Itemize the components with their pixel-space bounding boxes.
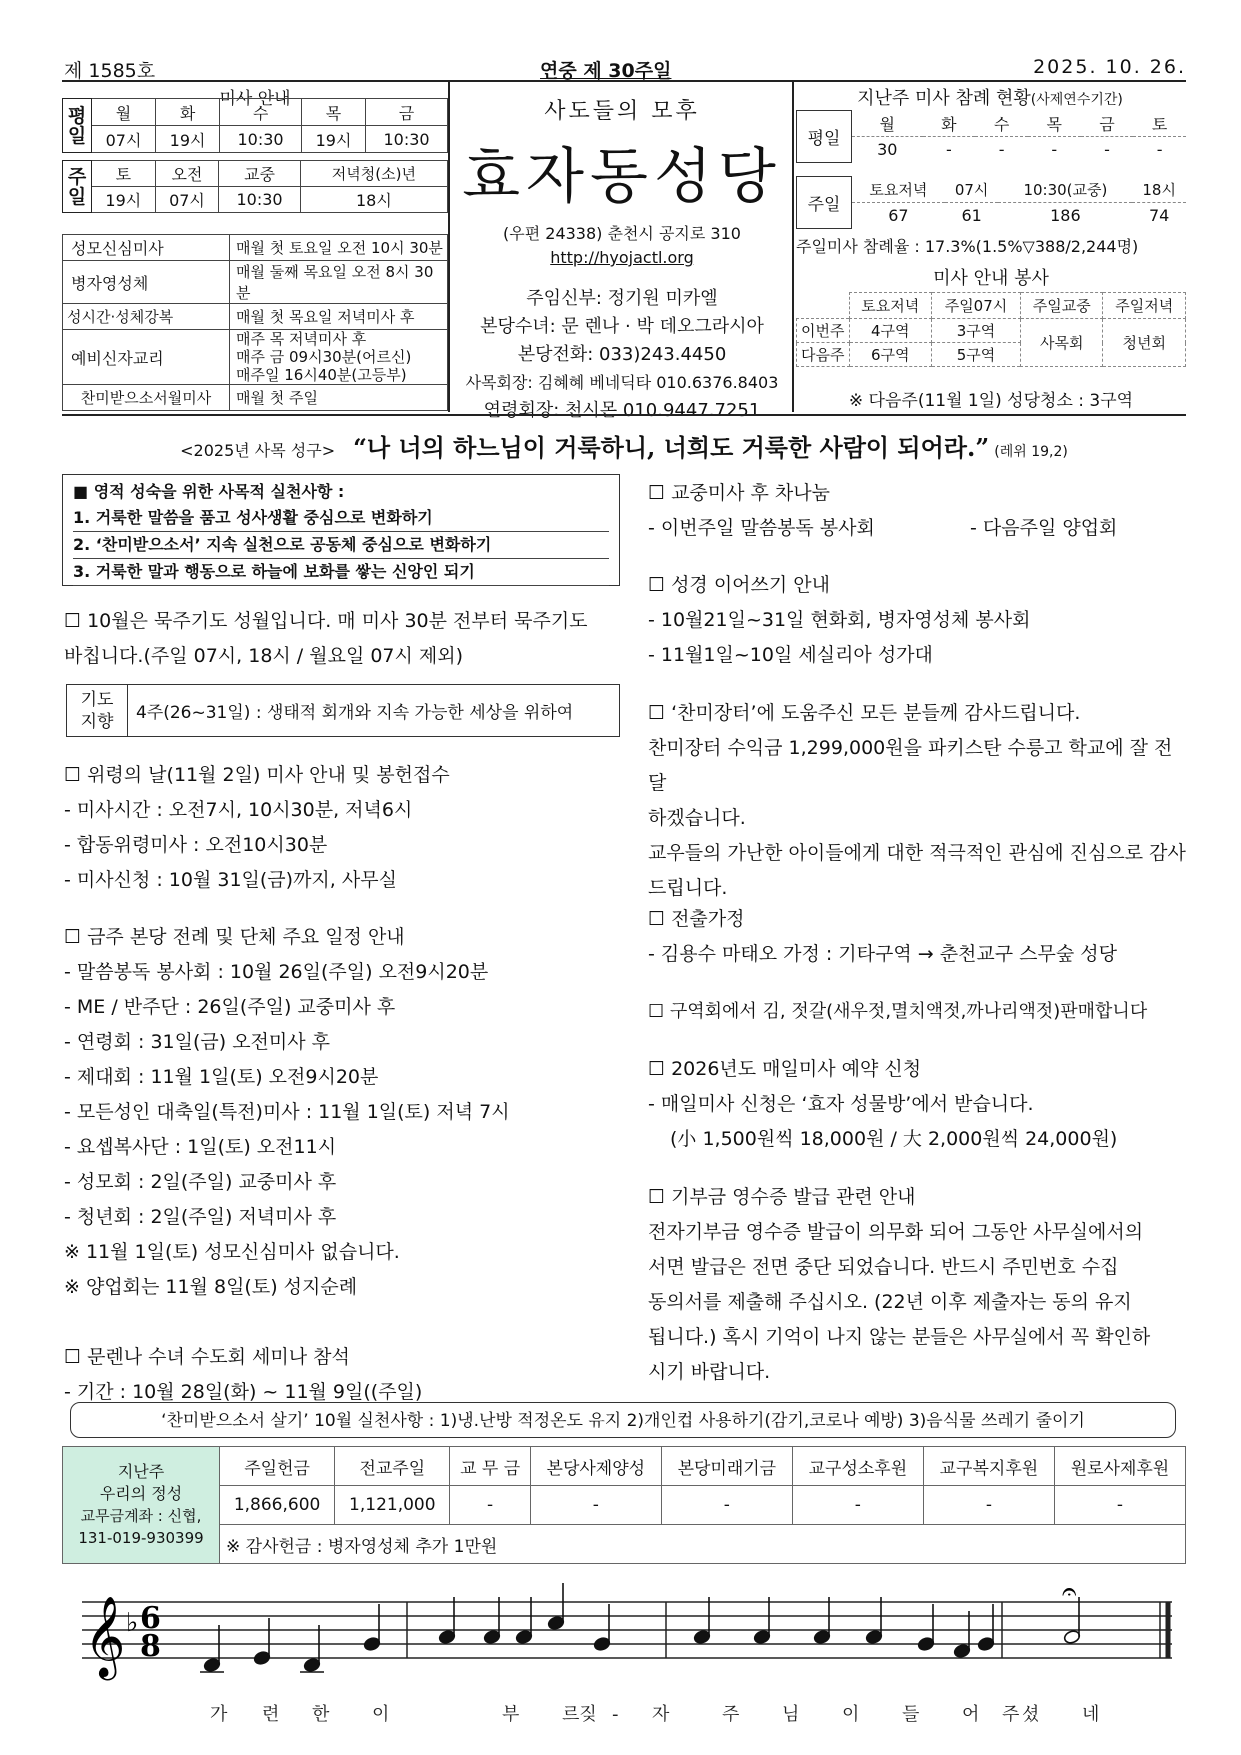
section-line: 드립니다. xyxy=(648,877,728,899)
col-header: 토요저녁 xyxy=(852,177,945,203)
offering-value: 1,866,600 xyxy=(220,1486,335,1525)
rosary-line: ☐ 10월은 묵주기도 성월입니다. 매 미사 30분 전부터 묵주기도 xyxy=(64,610,588,632)
offering-col-header: 본당미래기금 xyxy=(661,1447,792,1486)
lyric-syllable: 들 xyxy=(902,1704,920,1725)
move-section xyxy=(648,902,1186,972)
attendance-value: - xyxy=(946,140,952,160)
fermata-icon: 𝄐 xyxy=(1062,1577,1077,1607)
receipt-section xyxy=(648,1180,1186,1390)
offering-col-header: 교구성소후원 xyxy=(792,1447,923,1486)
pastor: 주임신부: 정기원 미카엘 xyxy=(526,288,718,309)
day-cell: 화 xyxy=(923,111,976,137)
section-line: 서면 발급은 전면 중단 되었습니다. 반드시 주민번호 수집 xyxy=(648,1256,1119,1278)
section-item: - 김용수 마태오 가정 : 기타구역 → 춘천교구 스무숲 성당 xyxy=(648,943,1117,965)
attendance-value: 186 xyxy=(1050,206,1081,226)
attendance-weekday-table xyxy=(796,110,1186,163)
section-item: ※ 양업회는 11월 8일(토) 성지순례 xyxy=(64,1276,358,1298)
day-cell: 목 xyxy=(1028,111,1081,137)
special-value: 매월 첫 토요일 오전 10시 30분 xyxy=(230,235,448,261)
elders-president: 연령회장: 천시몬 010.9447.7251 xyxy=(483,400,761,421)
section-title: ☐ 성경 이어쓰기 안내 xyxy=(648,574,830,596)
section-item: - 미사신청 : 10월 31일(금)까지, 사무실 xyxy=(64,869,397,891)
intent-label xyxy=(67,685,128,737)
time-cell: 18시 xyxy=(300,187,447,213)
day-cell: 금 xyxy=(1081,111,1134,137)
special-value: 매월 첫 주일 xyxy=(230,385,448,411)
section-title: ☐ 위령의 날(11월 2일) 미사 안내 및 봉헌접수 xyxy=(64,764,450,786)
attendance-title-text: 지난주 미사 참례 현황 xyxy=(857,88,1031,109)
service-value: 6구역 xyxy=(849,343,932,367)
section-item: - 연령회 : 31일(금) 오전미사 후 xyxy=(64,1031,330,1053)
catechism-line: 매주 목 저녁미사 후 xyxy=(236,330,367,348)
attendance-value: - xyxy=(1156,140,1163,160)
weekday-label: 평일 xyxy=(63,99,92,153)
special-value: 매월 첫 목요일 저녁미사 후 xyxy=(230,304,448,330)
attendance-value: - xyxy=(998,140,1005,160)
section-line: 됩니다.) 혹시 기억이 나지 않는 분들은 사무실에서 꼭 확인하 xyxy=(648,1326,1151,1348)
offering-col-header: 본당사제양성 xyxy=(530,1447,661,1486)
time-cell: 10:30 xyxy=(220,126,302,153)
offering-value: - xyxy=(450,1486,530,1525)
day-cell: 화 xyxy=(156,99,220,126)
section-title: ☐ 교중미사 후 차나눔 xyxy=(648,482,830,504)
offering-value: - xyxy=(661,1486,792,1525)
sale-notice: ☐ 구역회에서 김, 젓갈(새우젓,멸치액젓,까나리액젓)판매합니다 xyxy=(648,1001,1148,1022)
time-signature-top: 6 xyxy=(140,1601,161,1636)
day-cell: 오전 xyxy=(155,161,219,187)
attendance-value: 61 xyxy=(961,206,982,226)
tea-section xyxy=(648,476,1188,546)
attendance-value: - xyxy=(1051,140,1058,160)
offering-value: - xyxy=(1054,1486,1185,1525)
motto-label: <2025년 사목 성구> xyxy=(180,441,336,460)
section-item: (小 1,500원씩 18,000원 / 大 2,000원씩 24,000원) xyxy=(670,1128,1118,1150)
service-value: 5구역 xyxy=(932,343,1021,367)
column-divider xyxy=(448,82,450,412)
section-line: 하겠습니다. xyxy=(648,807,746,829)
day-cell: 수 xyxy=(220,99,302,126)
practice-title: ■ 영적 성숙을 위한 사목적 실천사항 : xyxy=(73,482,345,501)
day-cell: 교중 xyxy=(219,161,300,187)
time-cell: 19시 xyxy=(92,187,156,213)
col-header: 18시 xyxy=(1132,177,1186,203)
lyric-syllable: 어 xyxy=(962,1704,980,1725)
lyric-syllable: 이 xyxy=(372,1704,390,1725)
attendance-note: (사제연수기간) xyxy=(1030,92,1123,108)
section-item: - 합동위령미사 : 오전10시30분 xyxy=(64,834,328,856)
col-header: 주일저녁 xyxy=(1103,293,1186,319)
parish-website-link[interactable]: http://hyojactl.org xyxy=(550,248,694,267)
lyric-syllable: - xyxy=(612,1704,619,1725)
mass-guide-title: 미사 안내 xyxy=(219,89,291,109)
special-label: 예비신자교리 xyxy=(63,330,230,385)
souls-section xyxy=(64,758,624,898)
section-item: - 11월1일~10일 세실리아 성가대 xyxy=(648,644,933,666)
special-label: 성모신심미사 xyxy=(63,235,230,261)
lyric-syllable: 자 xyxy=(652,1704,670,1725)
time-cell: 19시 xyxy=(156,126,220,153)
header-bottom-rule xyxy=(62,414,1186,416)
lyric-syllable: 네 xyxy=(1082,1704,1100,1725)
catechism-line: 매주일 16시40분(고등부) xyxy=(236,366,407,384)
parish-phone: 본당전화: 033)243.4450 xyxy=(517,344,727,365)
parish-subtitle: 사도들의 모후 xyxy=(544,99,700,124)
service-table xyxy=(796,292,1186,367)
left-column xyxy=(64,604,624,674)
section-item: - 청년회 : 2일(주일) 저녁미사 후 xyxy=(64,1206,337,1228)
col-header: 10:30(교중) xyxy=(998,177,1132,203)
practice-banner: ‘찬미받으소서 살기’ 10월 실천사항 : 1)냉.난방 적정온도 유지 2)개인컵 사용하기(감기,코로나 예방) 3)음식물 쓰레기 줄이기 xyxy=(70,1402,1176,1438)
column-divider xyxy=(792,82,794,412)
attendance-value: 67 xyxy=(888,206,909,226)
intent-text: 4주(26~31일) : 생태적 회개와 지속 가능한 세상을 위하여 xyxy=(128,685,620,737)
col-header: 토요저녁 xyxy=(849,293,932,319)
offering-col-header: 원로사제후원 xyxy=(1054,1447,1185,1486)
intent-label-line: 기도 xyxy=(80,689,114,710)
lyric-syllable: 부 xyxy=(502,1704,520,1725)
section-title: ☐ ‘찬미장터’에 도움주신 모든 분들께 감사드립니다. xyxy=(648,702,1081,724)
liturgical-week: 연중 제 30주일 xyxy=(540,60,672,82)
section-line: 전자기부금 영수증 발급이 의무화 되어 그동안 사무실에서의 xyxy=(648,1221,1144,1243)
empty-cell xyxy=(797,293,850,319)
col-header: 주일교중 xyxy=(1020,293,1103,319)
section-line: 시기 바랍니다. xyxy=(648,1361,771,1383)
practice-box xyxy=(62,474,620,586)
service-value: 4구역 xyxy=(849,319,932,343)
weekday-label: 평일 xyxy=(797,111,852,163)
parish-name: 효자동성당 xyxy=(462,142,782,212)
special-mass-table xyxy=(62,234,448,411)
special-label: 병자영성체 xyxy=(63,261,230,304)
issue-number: 제 1585호 xyxy=(64,60,156,82)
rosary-line: 바칩니다.(주일 07시, 18시 / 월요일 07시 제외) xyxy=(64,645,464,667)
service-value: 청년회 xyxy=(1103,319,1186,367)
parish-info xyxy=(452,82,792,421)
mass-guide-table xyxy=(62,98,448,153)
section-line: 찬미장터 수익금 1,299,000원을 파키스탄 수릉고 학교에 잘 전달 xyxy=(648,737,1173,794)
council-president: 사목회장: 김혜혜 베네딕타 010.6376.8403 xyxy=(465,373,779,392)
time-cell: 07시 xyxy=(155,187,219,213)
offering-col-header: 교구복지후원 xyxy=(923,1447,1054,1486)
section-item: - 성모회 : 2일(주일) 교중미사 후 xyxy=(64,1171,337,1193)
market-section xyxy=(648,696,1186,906)
day-cell: 수 xyxy=(975,111,1028,137)
row-label: 이번주 xyxy=(797,319,850,343)
attendance-sunday-table xyxy=(796,176,1186,229)
practice-item: 1. 거룩한 말씀을 품고 성사생활 중심으로 변화하기 xyxy=(73,505,609,532)
offering-label xyxy=(63,1447,220,1564)
offering-label-line: 지난주 xyxy=(117,1462,165,1481)
lyrics xyxy=(210,1703,1099,1725)
section-item: - ME / 반주단 : 26일(주일) 교중미사 후 xyxy=(64,996,396,1018)
schedule-section xyxy=(64,920,624,1305)
lyric-syllable: 르짖 xyxy=(562,1704,597,1725)
day-cell: 월 xyxy=(852,111,923,137)
parish-address: (우편 24338) 춘천시 공지로 310 xyxy=(503,224,741,243)
staff-lines xyxy=(82,1602,1172,1658)
section-item: - 매일미사 신청은 ‘효자 성물방’에서 받습니다. xyxy=(648,1093,1034,1115)
attendance-value: 74 xyxy=(1149,206,1170,226)
lyric-syllable: 주 xyxy=(1002,1704,1020,1725)
section-item: - 미사시간 : 오전7시, 10시30분, 저녁6시 xyxy=(64,799,413,821)
lyric-syllable: 님 xyxy=(782,1704,800,1725)
lyric-syllable: 가 xyxy=(210,1704,228,1725)
section-title: ☐ 금주 본당 전례 및 단체 주요 일정 안내 xyxy=(64,926,405,948)
offering-value: - xyxy=(792,1486,923,1525)
daily-missal-section xyxy=(648,1052,1186,1157)
attendance-rate: 주일미사 참례율 : 17.3%(1.5%▽388/2,244명) xyxy=(796,237,1139,256)
practice-item: 2. ‘찬미받으소서’ 지속 실천으로 공동체 중심으로 변화하기 xyxy=(73,532,609,559)
col-header: 07시 xyxy=(945,177,999,203)
attendance-value: 30 xyxy=(877,140,898,160)
sunday-label: 주일 xyxy=(63,161,92,213)
offering-value: - xyxy=(923,1486,1054,1525)
offering-table xyxy=(62,1446,1186,1564)
section-item: - 제대회 : 11월 1일(토) 오전9시20분 xyxy=(64,1066,379,1088)
special-value: 매월 둘째 목요일 오전 8시 30분 xyxy=(230,261,448,304)
staff-list xyxy=(452,285,792,425)
day-cell: 토 xyxy=(92,161,156,187)
flat-icon: ♭ xyxy=(126,1608,139,1638)
day-cell: 저녁청(소)년 xyxy=(300,161,447,187)
time-cell: 10:30 xyxy=(219,187,300,213)
time-cell: 10:30 xyxy=(366,126,448,153)
issue-header xyxy=(64,56,1186,82)
offering-col-header: 주일헌금 xyxy=(220,1447,335,1486)
sunday-mass-table xyxy=(62,160,448,213)
day-cell: 토 xyxy=(1133,111,1186,137)
notes xyxy=(200,1583,1081,1673)
col-header: 주일07시 xyxy=(932,293,1021,319)
section-item: - 요셉복사단 : 1일(토) 오전11시 xyxy=(64,1136,337,1158)
service-value: 3구역 xyxy=(932,319,1021,343)
intent-label-line: 지향 xyxy=(80,711,114,732)
day-cell: 월 xyxy=(92,99,156,126)
lyric-syllable: 주 xyxy=(722,1704,740,1725)
motto xyxy=(62,428,1186,463)
prayer-intent-table xyxy=(66,684,620,737)
catechism-line: 매주 금 09시30분(어르신) xyxy=(236,348,412,366)
offering-col-header: 전교주일 xyxy=(335,1447,450,1486)
offering-label-line: 우리의 정성 xyxy=(99,1484,183,1503)
lyric-syllable: 셨 xyxy=(1022,1704,1040,1725)
lyric-syllable: 한 xyxy=(312,1704,330,1725)
attendance-value: - xyxy=(1104,140,1110,160)
offering-label-line: 교무금계좌 : 신협, xyxy=(80,1507,202,1525)
treble-clef-icon: 𝄞 xyxy=(84,1595,126,1677)
section-item: - 기간 : 10월 28일(화) ~ 11월 9일((주일) xyxy=(64,1381,423,1403)
issue-date: 2025. 10. 26. xyxy=(1033,56,1186,78)
offering-value: - xyxy=(530,1486,661,1525)
lyric-syllable: 련 xyxy=(262,1704,280,1725)
day-cell: 금 xyxy=(366,99,448,126)
row-label: 다음주 xyxy=(797,343,850,367)
special-value xyxy=(230,330,448,385)
offering-value: 1,121,000 xyxy=(335,1486,450,1525)
section-item: - 10월21일~31일 현화회, 병자영성체 봉사회 xyxy=(648,609,1031,631)
section-item: ※ 11월 1일(토) 성모신심미사 없습니다. xyxy=(64,1241,400,1263)
motto-ref: (레위 19,2) xyxy=(994,444,1068,460)
section-item: - 모든성인 대축일(특전)미사 : 11월 1일(토) 저녁 7시 xyxy=(64,1101,510,1123)
section-item: - 말씀봉독 봉사회 : 10월 26일(주일) 오전9시20분 xyxy=(64,961,489,983)
section-title: ☐ 2026년도 매일미사 예약 신청 xyxy=(648,1058,922,1080)
day-cell: 목 xyxy=(302,99,366,126)
nuns: 본당수녀: 문 렌나 · 박 데오그라시아 xyxy=(480,316,764,337)
time-signature-bottom: 8 xyxy=(140,1629,161,1664)
service-value: 사목회 xyxy=(1020,319,1103,367)
section-item: - 다음주일 양업회 xyxy=(970,517,1118,539)
offering-col-header: 교 무 금 xyxy=(450,1447,530,1486)
time-cell: 07시 xyxy=(92,126,156,153)
music-score xyxy=(62,1570,1186,1740)
offering-label-line: 131-019-930399 xyxy=(78,1529,204,1547)
cleaning-note: ※ 다음주(11월 1일) 성당청소 : 3구역 xyxy=(848,391,1134,411)
attendance-title xyxy=(794,84,1186,110)
special-label: 성시간·성체강복 xyxy=(63,304,230,330)
sunday-label: 주일 xyxy=(797,177,852,229)
lyric-syllable: 이 xyxy=(842,1704,860,1725)
section-title: ☐ 문렌나 수녀 수도회 세미나 참석 xyxy=(64,1346,350,1368)
offering-note: ※ 감사헌금 : 병자영성체 추가 1만원 xyxy=(220,1525,1186,1564)
section-line: 동의서를 제출해 주십시오. (22년 이후 제출자는 동의 유지 xyxy=(648,1291,1132,1313)
bible-section xyxy=(648,568,1188,673)
service-title: 미사 안내 봉사 xyxy=(933,268,1049,289)
time-cell: 19시 xyxy=(302,126,366,153)
practice-item: 3. 거룩한 말과 행동으로 하늘에 보화를 쌓는 신앙인 되기 xyxy=(73,559,609,586)
section-item: - 이번주일 말씀봉독 봉사회 xyxy=(648,517,875,539)
section-title: ☐ 전출가정 xyxy=(648,908,745,930)
section-title: ☐ 기부금 영수증 발급 관련 안내 xyxy=(648,1186,916,1208)
special-label: 찬미받으소서월미사 xyxy=(63,385,230,411)
motto-quote: “나 너의 하느님이 거룩하니, 너희도 거룩한 사람이 되어라.” xyxy=(353,433,990,462)
seminar-section xyxy=(64,1340,624,1410)
section-line: 교우들의 가난한 아이들에게 대한 적극적인 관심에 진심으로 감사 xyxy=(648,842,1186,864)
